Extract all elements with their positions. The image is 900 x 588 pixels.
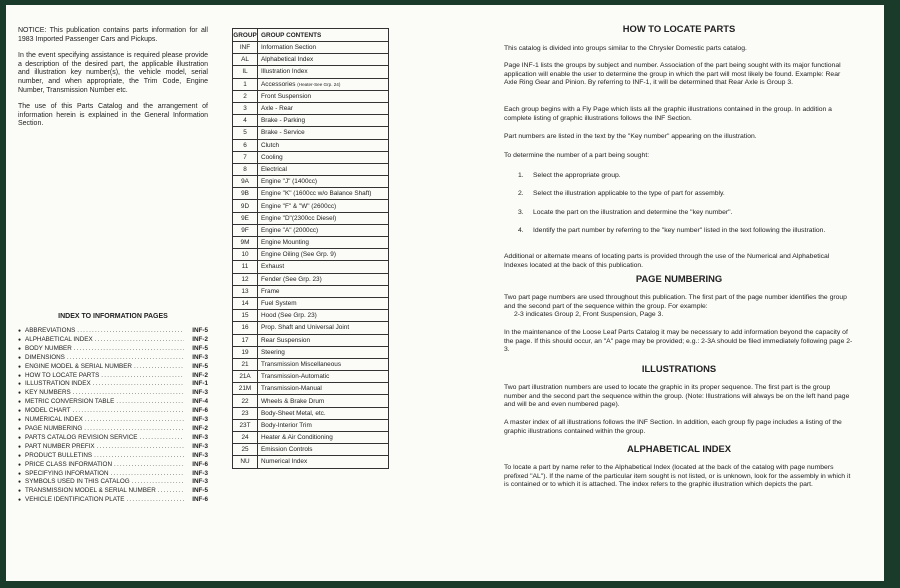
dot-leader [74, 345, 184, 354]
bullet-icon: ● [18, 461, 22, 468]
dot-leader [126, 496, 184, 505]
group-contents-cell [258, 54, 389, 66]
group-row [233, 176, 389, 188]
notice-paragraph-1: NOTICE: This publication contains parts information for all 1983 Imported Passenger Cars and Pickups. [18, 27, 208, 43]
illustrations-title: ILLUSTRATIONS [641, 363, 717, 374]
group-number: 11 [233, 261, 258, 273]
index-item-label: PARTS CATALOG REVISION SERVICE [25, 433, 138, 441]
index-item-page: INF-6 [192, 496, 208, 504]
group-row [233, 102, 389, 114]
index-item [18, 336, 208, 345]
group-number: 9E [233, 212, 258, 224]
group-row [233, 115, 389, 127]
index-item-label: NUMERICAL INDEX [25, 416, 83, 424]
group-number: NU [233, 456, 258, 468]
group-number: 19 [233, 346, 258, 358]
group-contents-text: Clutch [261, 141, 280, 149]
index-item [18, 434, 208, 443]
bullet-icon: ● [18, 408, 22, 415]
group-contents-cell [258, 395, 389, 407]
index-item-page: INF-4 [192, 398, 208, 406]
index-item [18, 407, 208, 416]
group-row [233, 456, 389, 468]
index-item-page: INF-6 [192, 460, 208, 468]
group-contents-cell [258, 407, 389, 419]
group-row [233, 334, 389, 346]
group-row [233, 407, 389, 419]
dot-leader [95, 336, 184, 345]
group-table-header [233, 29, 389, 42]
bullet-icon: ● [18, 434, 22, 441]
group-contents-cell [258, 322, 389, 334]
index-item [18, 398, 208, 407]
index-item [18, 478, 208, 487]
index-list [18, 327, 208, 505]
group-contents-text: Accessories [261, 80, 296, 88]
group-number: 4 [233, 115, 258, 127]
index-item-label: KEY NUMBERS [25, 389, 71, 397]
index-item-label: PAGE NUMBERING [25, 424, 83, 432]
index-item [18, 380, 208, 389]
illustrations-paragraph-1: Two part illustration numbers are used to locate the graphic in its proper sequence. The first part is the group number and the second part the sequence within the group. (Note: Illustrations will always be on the left hand page and will be and even numbered page). [504, 384, 850, 409]
bullet-icon: ● [18, 381, 22, 388]
group-row [233, 66, 389, 78]
group-number: 10 [233, 249, 258, 261]
group-number: 9M [233, 237, 258, 249]
group-number: 16 [233, 322, 258, 334]
illustrations-paragraph-2: A master index of all illustrations follows the INF Section. In addition, each group fly page includes a listing of the graphic illustrations contained within the group. [504, 419, 842, 435]
group-contents-cell [258, 419, 389, 431]
index-item-page: INF-5 [192, 362, 208, 370]
step-number: 4. [518, 227, 524, 234]
group-number: 21 [233, 358, 258, 370]
group-row [233, 419, 389, 431]
index-item-label: METRIC CONVERSION TABLE [25, 398, 115, 406]
group-contents-text: Brake - Parking [261, 117, 306, 125]
how-to-paragraph-3: Each group begins with a Fly Page which lists all the graphic illustrations contained in the group. In addition a complete listing of graphic illustrations follows the INF Section. [504, 106, 832, 122]
how-to-paragraph-2: Page INF-1 lists the groups by subject and number. Association of the part being sought with its major functional application will enable the user to determine the group in which the part will most likely be found. Example: Rear Axle Ring Gear and Pinion. By referring to INF-1, it will be determined that Rear Axle is Group 3. [504, 62, 841, 87]
index-item-page: INF-3 [192, 416, 208, 424]
group-contents-cell [258, 224, 389, 236]
dot-leader [101, 372, 184, 381]
index-item-label: SYMBOLS USED IN THIS CATALOG [25, 478, 130, 486]
group-row [233, 90, 389, 102]
index-item-label: SPECIFYING INFORMATION [25, 469, 109, 477]
dot-leader [67, 354, 184, 363]
group-contents-text: Electrical [261, 165, 287, 173]
bullet-icon: ● [18, 336, 22, 343]
group-row [233, 444, 389, 456]
index-item-label: ILLUSTRATION INDEX [25, 380, 91, 388]
group-number: 1 [233, 78, 258, 90]
page-numbering-title: PAGE NUMBERING [635, 273, 723, 284]
index-item-label: PRICE CLASS INFORMATION [25, 460, 113, 468]
group-contents-cell [258, 432, 389, 444]
group-number: 5 [233, 127, 258, 139]
group-contents-text: Frame [261, 287, 280, 295]
group-number: 9F [233, 224, 258, 236]
how-to-paragraph-6: Additional or alternate means of locating parts is provided through the use of the Numerical and Alphabetical Indexes located at the back of this publication. [504, 253, 830, 269]
group-contents-cell [258, 273, 389, 285]
index-item [18, 327, 208, 336]
page-numbering-paragraph-2: In the maintenance of the Loose Leaf Parts Catalog it may be necessary to add information beyond the capacity of the page. If this should occur, an "A" page may be provided; e.g.: 2-3A should be filed immediately following page 2-3. [504, 329, 853, 354]
group-contents-note: (Heater-See Grp. 24) [297, 81, 341, 87]
group-row [233, 163, 389, 175]
group-number: INF [233, 42, 258, 54]
alphabetical-index-title: ALPHABETICAL INDEX [627, 443, 731, 454]
group-contents-cell [258, 139, 389, 151]
group-contents-cell [258, 371, 389, 383]
index-item [18, 389, 208, 398]
index-item-page: INF-3 [192, 442, 208, 450]
dot-leader [111, 470, 185, 479]
group-contents-cell [258, 127, 389, 139]
group-row [233, 383, 389, 395]
group-row [233, 237, 389, 249]
group-number: AL [233, 54, 258, 66]
step-text: Identify the part number by referring to the "key number" listed in the text following the illustration. [533, 227, 826, 234]
group-contents-text: Transmission Miscellaneous [261, 360, 342, 368]
group-number: 7 [233, 151, 258, 163]
group-contents-text: Front Suspension [261, 92, 312, 100]
group-number: 3 [233, 102, 258, 114]
index-item [18, 461, 208, 470]
group-number: 2 [233, 90, 258, 102]
group-row [233, 42, 389, 54]
group-row [233, 432, 389, 444]
group-row [233, 78, 389, 90]
group-row [233, 358, 389, 370]
group-contents-cell [258, 346, 389, 358]
index-item-page: INF-5 [192, 327, 208, 334]
group-row [233, 371, 389, 383]
step-text: Locate the part on the illustration and determine the "key number". [533, 209, 733, 216]
group-row [233, 346, 389, 358]
group-contents-cell [258, 358, 389, 370]
group-row [233, 224, 389, 236]
group-row [233, 54, 389, 66]
dot-leader [114, 461, 184, 470]
index-item [18, 487, 208, 496]
group-contents-cell [258, 456, 389, 468]
bullet-icon: ● [18, 354, 22, 361]
index-item-label: PART NUMBER PREFIX [25, 442, 95, 450]
index-item-label: ENGINE MODEL & SERIAL NUMBER [25, 362, 132, 370]
dot-leader [132, 478, 184, 487]
group-contents-text: Body-Interior Trim [261, 421, 312, 429]
group-contents-text: Steering [261, 348, 285, 356]
group-contents-cell [258, 261, 389, 273]
index-item [18, 416, 208, 425]
group-contents-text: Engine Oiling (See Grp. 9) [261, 251, 336, 259]
group-contents-text: Prop. Shaft and Universal Joint [261, 324, 350, 332]
group-column-header: GROUP [233, 29, 258, 42]
how-to-locate-title: HOW TO LOCATE PARTS [622, 23, 736, 34]
page-numbering-paragraph-1: Two part page numbers are used throughout this publication. The first part of the page number identifies the group and the second part of the sequence within the group. For example: [504, 294, 847, 310]
how-to-paragraph-4: Part numbers are listed in the text by the "Key number" appearing on the illustration. [504, 133, 757, 140]
index-item [18, 363, 208, 372]
group-row [233, 151, 389, 163]
group-number: 12 [233, 273, 258, 285]
group-number: 21A [233, 371, 258, 383]
index-item-page: INF-3 [192, 389, 208, 397]
group-contents-text: Wheels & Brake Drum [261, 397, 325, 405]
notice-paragraph-2: In the event specifying assistance is required please provide a description of the desired part, the applicable illustration and illustration key number(s), the vehicle model, serial number, and when appropriate, the Trim Code, Engine Number, Transmission Number etc. [18, 52, 208, 94]
dot-leader [116, 398, 184, 407]
page-numbering-example: 2-3 indicates Group 2, Front Suspension, Page 3. [514, 311, 664, 318]
group-contents-text: Engine Mounting [261, 239, 309, 247]
bullet-icon: ● [18, 443, 22, 450]
step-number: 3. [518, 209, 524, 216]
group-contents-text: Fuel System [261, 300, 297, 308]
group-contents-cell [258, 151, 389, 163]
bullet-icon: ● [18, 479, 22, 486]
step-number: 1. [518, 172, 524, 179]
dot-leader [93, 380, 184, 389]
group-number: 15 [233, 310, 258, 322]
index-item [18, 345, 208, 354]
index-item-page: INF-3 [192, 478, 208, 486]
group-row [233, 139, 389, 151]
index-item [18, 443, 208, 452]
bullet-icon: ● [18, 372, 22, 379]
group-contents-text: Engine "K" (1600cc w/o Balance Shaft) [261, 190, 372, 198]
dot-leader [134, 363, 184, 372]
group-contents-text: Fender (See Grp. 23) [261, 275, 322, 283]
index-item-page: INF-3 [192, 451, 208, 459]
group-row [233, 188, 389, 200]
group-contents-cell [258, 444, 389, 456]
group-contents-text: Engine "A" (2000cc) [261, 226, 319, 234]
bullet-icon: ● [18, 425, 22, 432]
group-number: 13 [233, 285, 258, 297]
index-item-page: INF-2 [192, 424, 208, 432]
index-item-label: DIMENSIONS [25, 353, 65, 361]
group-number: 9B [233, 188, 258, 200]
group-contents-text: Rear Suspension [261, 336, 311, 344]
index-item-label: MODEL CHART [25, 407, 71, 415]
group-contents-cell [258, 310, 389, 322]
group-contents-text: Cooling [261, 153, 283, 161]
group-contents-text: Alphabetical Index [261, 56, 314, 64]
group-row [233, 127, 389, 139]
index-item-page: INF-2 [192, 371, 208, 379]
step-number: 2. [518, 190, 524, 197]
group-number: 24 [233, 432, 258, 444]
group-row [233, 297, 389, 309]
group-contents-text: Emission Controls [261, 446, 313, 454]
index-item-page: INF-6 [192, 407, 208, 415]
bullet-icon: ● [18, 363, 22, 370]
group-number: 9A [233, 176, 258, 188]
group-row [233, 200, 389, 212]
bullet-icon: ● [18, 345, 22, 352]
group-row [233, 395, 389, 407]
group-contents-text: Heater & Air Conditioning [261, 434, 333, 442]
bullet-icon: ● [18, 399, 22, 406]
group-contents-cell [258, 334, 389, 346]
group-contents-cell [258, 90, 389, 102]
group-contents-text: Illustration Index [261, 68, 308, 76]
group-contents-text: Transmission-Manual [261, 385, 322, 393]
dot-leader [72, 407, 184, 416]
index-item-label: VEHICLE IDENTIFICATION PLATE [25, 496, 125, 504]
catalog-page [6, 5, 884, 581]
dot-leader [139, 434, 184, 443]
group-contents-cell [258, 285, 389, 297]
group-contents-text: Hood (See Grp. 23) [261, 312, 317, 320]
group-number: 14 [233, 297, 258, 309]
group-contents-text: Engine "J" (1400cc) [261, 178, 318, 186]
index-item-label: HOW TO LOCATE PARTS [25, 371, 100, 379]
group-number: 17 [233, 334, 258, 346]
dot-leader [84, 425, 184, 434]
group-row [233, 322, 389, 334]
index-item [18, 372, 208, 381]
dot-leader [94, 452, 184, 461]
dot-leader [97, 443, 184, 452]
how-to-paragraph-5: To determine the number of a part being sought: [504, 152, 650, 159]
group-contents-cell [258, 383, 389, 395]
group-row [233, 273, 389, 285]
group-contents-text: Exhaust [261, 263, 285, 271]
alphabetical-index-paragraph: To locate a part by name refer to the Alphabetical Index (located at the back of the catalog with page numbers prefixed "AL"). If the name of the particular item sought is not listed, or is unknown, look for the assembly in which it is contained or to which it is attached. The index refers to the graphic illustration which depicts the part. [504, 464, 851, 489]
group-contents-cell [258, 200, 389, 212]
group-contents-text: Engine "D"(2300cc Diesel) [261, 214, 337, 222]
step-text: Select the appropriate group. [533, 172, 621, 179]
index-item [18, 496, 208, 505]
dot-leader [158, 487, 184, 496]
group-row [233, 212, 389, 224]
group-contents-cell [258, 115, 389, 127]
group-number: 25 [233, 444, 258, 456]
index-item-label: ABBREVIATIONS [25, 327, 76, 334]
bullet-icon: ● [18, 452, 22, 459]
group-contents-cell [258, 249, 389, 261]
group-contents-cell [258, 297, 389, 309]
index-item-label: BODY NUMBER [25, 344, 72, 352]
group-number: 6 [233, 139, 258, 151]
group-number: IL [233, 66, 258, 78]
bullet-icon: ● [18, 390, 22, 397]
group-contents-text: Information Section [261, 44, 317, 52]
group-contents-cell [258, 237, 389, 249]
index-item-page: INF-3 [192, 433, 208, 441]
group-contents-text: Transmission-Automatic [261, 373, 330, 381]
group-contents-text: Axle - Rear [261, 105, 293, 113]
index-item-page: INF-3 [192, 353, 208, 361]
group-row [233, 285, 389, 297]
bullet-icon: ● [18, 328, 22, 334]
group-contents-text: Brake - Service [261, 129, 305, 137]
group-number: 22 [233, 395, 258, 407]
index-item [18, 452, 208, 461]
group-contents-cell [258, 42, 389, 54]
group-row [233, 310, 389, 322]
index-item-page: INF-2 [192, 335, 208, 343]
bullet-icon: ● [18, 488, 22, 495]
bullet-icon: ● [18, 470, 22, 477]
index-item [18, 425, 208, 434]
group-number: 21M [233, 383, 258, 395]
group-row [233, 249, 389, 261]
how-to-paragraph-1: This catalog is divided into groups similar to the Chrysler Domestic parts catalog. [504, 45, 747, 52]
step-text: Select the illustration applicable to the type of part for assembly. [533, 190, 725, 197]
group-contents-cell [258, 102, 389, 114]
group-number: 23T [233, 419, 258, 431]
index-item-label: PRODUCT BULLETINS [25, 451, 93, 459]
index-item-page: INF-5 [192, 344, 208, 352]
group-number: 23 [233, 407, 258, 419]
group-number: 9D [233, 200, 258, 212]
group-contents-text: Body-Sheet Metal, etc. [261, 409, 326, 417]
group-contents-text: Engine "F" & "W" (2600cc) [261, 202, 337, 210]
index-title: INDEX TO INFORMATION PAGES [58, 313, 168, 320]
notice-block [18, 27, 208, 137]
group-number: 8 [233, 163, 258, 175]
index-item-label: TRANSMISSION MODEL & SERIAL NUMBER [25, 487, 156, 495]
index-item-page: INF-5 [192, 487, 208, 495]
group-contents-cell [258, 163, 389, 175]
group-table [232, 28, 389, 469]
dot-leader [85, 416, 184, 425]
bullet-icon: ● [18, 497, 22, 504]
dot-leader [77, 327, 184, 336]
group-row [233, 261, 389, 273]
group-contents-column-header: GROUP CONTENTS [258, 29, 389, 42]
index-item-page: INF-1 [192, 380, 208, 388]
bullet-icon: ● [18, 417, 22, 424]
notice-paragraph-3: The use of this Parts Catalog and the arrangement of information herein is explained in the General Information Section. [18, 103, 208, 128]
group-contents-text: Numerical Index [261, 458, 308, 466]
index-item [18, 354, 208, 363]
group-contents-cell [258, 212, 389, 224]
group-contents-cell [258, 66, 389, 78]
group-contents-cell [258, 188, 389, 200]
index-item [18, 470, 208, 479]
index-item-page: INF-3 [192, 469, 208, 477]
group-contents-cell [258, 176, 389, 188]
dot-leader [73, 389, 184, 398]
group-contents-cell [258, 78, 389, 90]
index-item-label: ALPHABETICAL INDEX [25, 335, 93, 343]
